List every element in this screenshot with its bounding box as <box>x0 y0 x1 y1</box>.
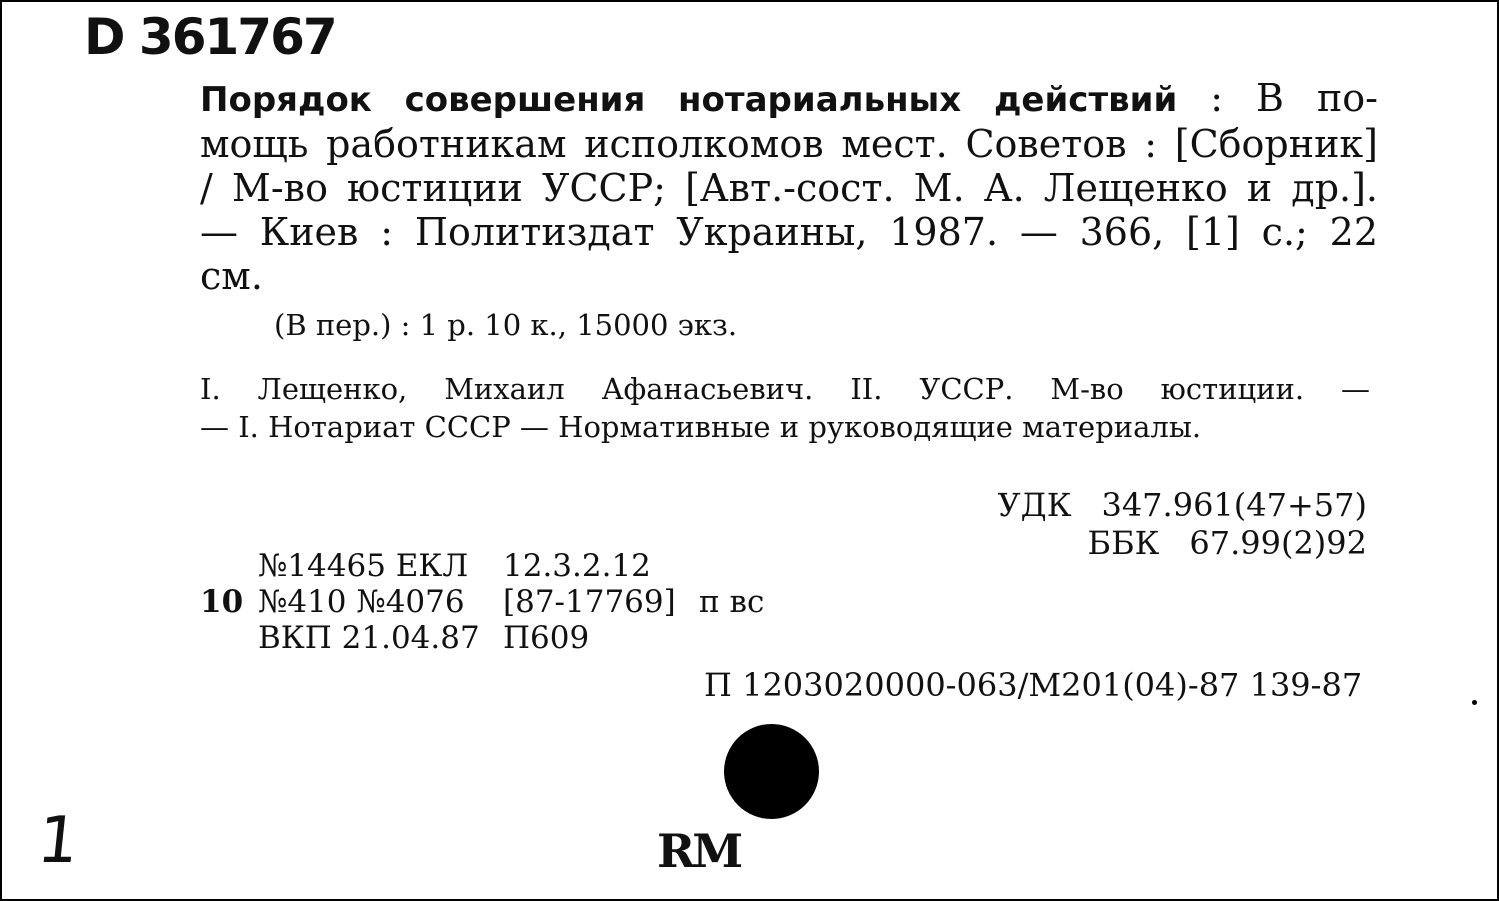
udc-row <box>998 486 1367 524</box>
tech-row: №14465 ЕКЛ 12.3.2.12 <box>258 548 651 584</box>
shelf-mark: D 361767 <box>84 8 336 66</box>
catalog-number: П 1203020000-063/М201(04)-87 139-87 <box>704 666 1363 704</box>
title-line: — Киев : Политиздат Украины, 1987. — 366, [1] с.; 22 <box>200 210 1378 254</box>
handwritten-number: 1 <box>34 804 83 878</box>
bbk-row <box>998 524 1367 562</box>
bbk-label: ББК <box>1087 524 1160 562</box>
tracings <box>200 370 1370 446</box>
title-line: Порядок совершения нотариальных действий : В по- <box>200 76 1378 120</box>
title-line: см. <box>200 254 263 298</box>
library-stamp: RM <box>657 824 741 878</box>
tracing-line: I. Лещенко, Михаил Афанасьевич. II. УССР. М-во юстиции. — <box>200 372 1370 406</box>
price-line: (В пер.) : 1 р. 10 к., 15000 экз. <box>274 308 738 342</box>
bibliographic-description <box>200 76 1378 298</box>
classification-block <box>998 486 1367 562</box>
udc-value: 347.961(47+57) <box>1101 486 1367 524</box>
udc-label: УДК <box>997 486 1072 524</box>
title-line: / М-во юстиции УССР; [Авт.-сост. М. А. Лещенко и др.]. <box>200 166 1378 210</box>
title-main: Порядок совершения нотариальных действий <box>200 80 1178 120</box>
tech-row: 10 №410 №4076 [87-17769] п вс <box>200 584 765 620</box>
tech-row: ВКП 21.04.87 П609 <box>258 620 590 656</box>
tracing-line: — I. Нотариат СССР — Нормативные и руководящие материалы. <box>200 410 1202 444</box>
technical-data <box>200 548 764 656</box>
stray-dot <box>1472 700 1477 705</box>
punch-hole <box>724 724 819 819</box>
bbk-value: 67.99(2)92 <box>1189 524 1367 562</box>
title-line: мощь работникам исполкомов мест. Советов : [Сборник] <box>200 122 1378 166</box>
